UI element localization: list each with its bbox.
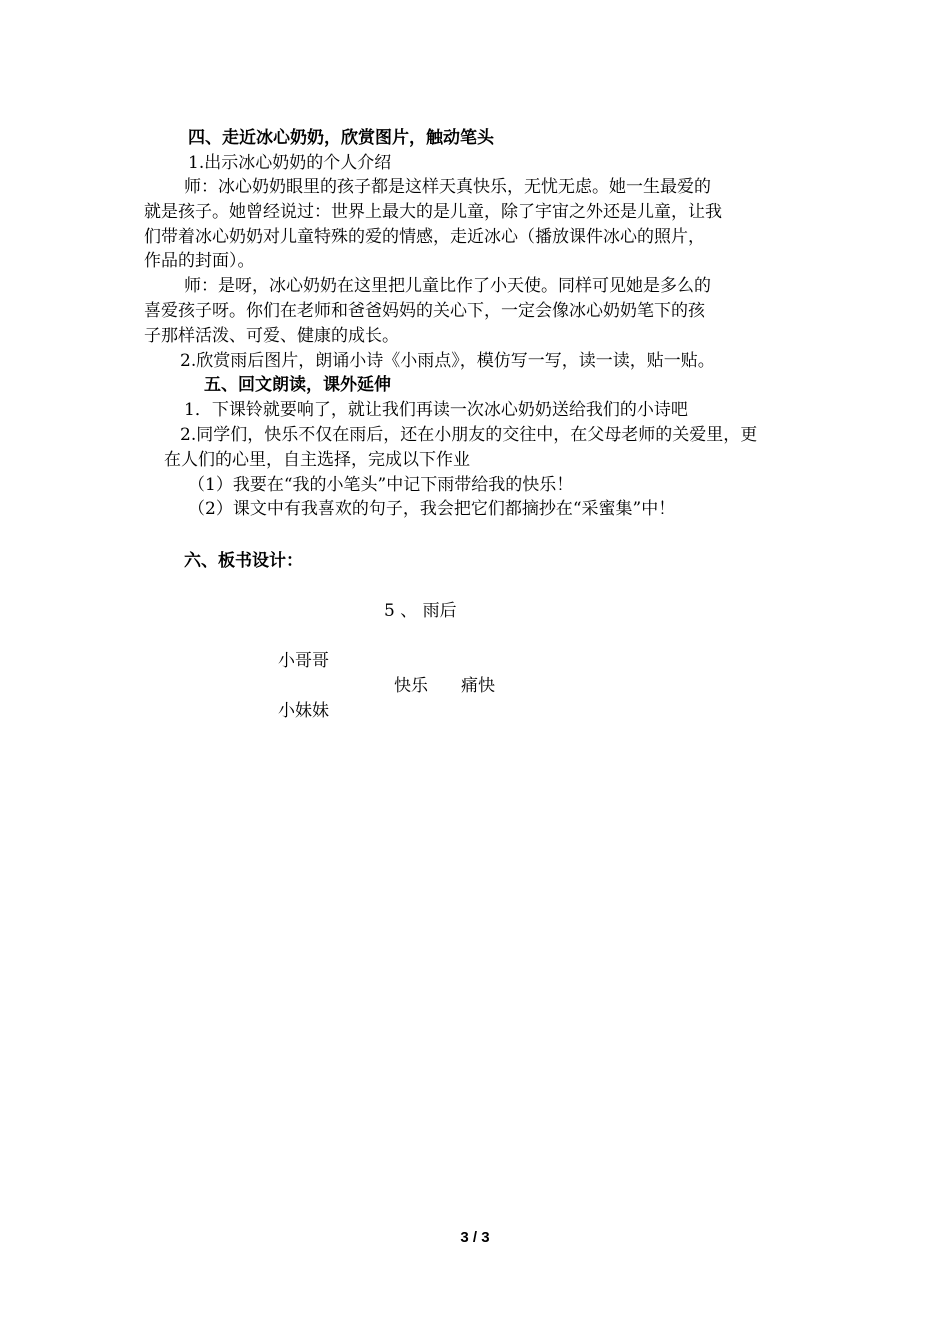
paragraph-1-line-4: 作品的封面）。 [144, 251, 255, 271]
task-2: （2）课文中有我喜欢的句子，我会把它们都摘抄在“采蜜集”中！ [188, 499, 676, 519]
task-1: （1）我要在“我的小笔头”中记下雨带给我的快乐！ [188, 475, 574, 495]
section-6-heading: 六、板书设计： [184, 551, 303, 571]
paragraph-1-line-1: 师：冰心奶奶眼里的孩子都是这样天真快乐，无忧无虑。她一生最爱的 [184, 177, 711, 197]
paragraph-1-line-2: 就是孩子。她曾经说过：世界上最大的是儿童，除了宇宙之外还是儿童，让我 [144, 202, 722, 222]
paragraph-1-line-3: 们带着冰心奶奶对儿童特殊的爱的情感，走近冰心（播放课件冰心的照片， [144, 227, 705, 247]
page-number: 3 / 3 [460, 1229, 490, 1246]
board-left-top: 小哥哥 [278, 651, 329, 671]
paragraph-2-line-3: 子那样活泼、可爱、健康的成长。 [144, 326, 399, 346]
section-5-item-2-line-2: 在人们的心里，自主选择，完成以下作业 [164, 450, 470, 470]
paragraph-2-line-2: 喜爱孩子呀。你们在老师和爸爸妈妈的关心下，一定会像冰心奶奶笔下的孩 [144, 301, 705, 321]
section-4-item-1: 1.出示冰心奶奶的个人介绍 [188, 153, 392, 173]
board-left-bottom: 小妹妹 [278, 701, 329, 721]
section-4-item-2: 2.欣赏雨后图片，朗诵小诗《小雨点》，模仿写一写，读一读，贴一贴。 [180, 351, 715, 371]
section-5-item-1: 1．下课铃就要响了，就让我们再读一次冰心奶奶送给我们的小诗吧 [184, 400, 688, 420]
board-middle: 快乐 [394, 676, 428, 696]
section-5-heading: 五、回文朗读，课外延伸 [204, 375, 391, 395]
section-5-item-2-line-1: 2.同学们，快乐不仅在雨后，还在小朋友的交往中，在父母老师的关爱里，更 [180, 425, 758, 445]
section-4-heading: 四、走近冰心奶奶，欣赏图片，触动笔头 [188, 128, 494, 148]
board-right: 痛快 [461, 676, 495, 696]
board-title: 5 、 雨后 [384, 601, 457, 621]
paragraph-2-line-1: 师：是呀，冰心奶奶在这里把儿童比作了小天使。同样可见她是多么的 [184, 276, 711, 296]
